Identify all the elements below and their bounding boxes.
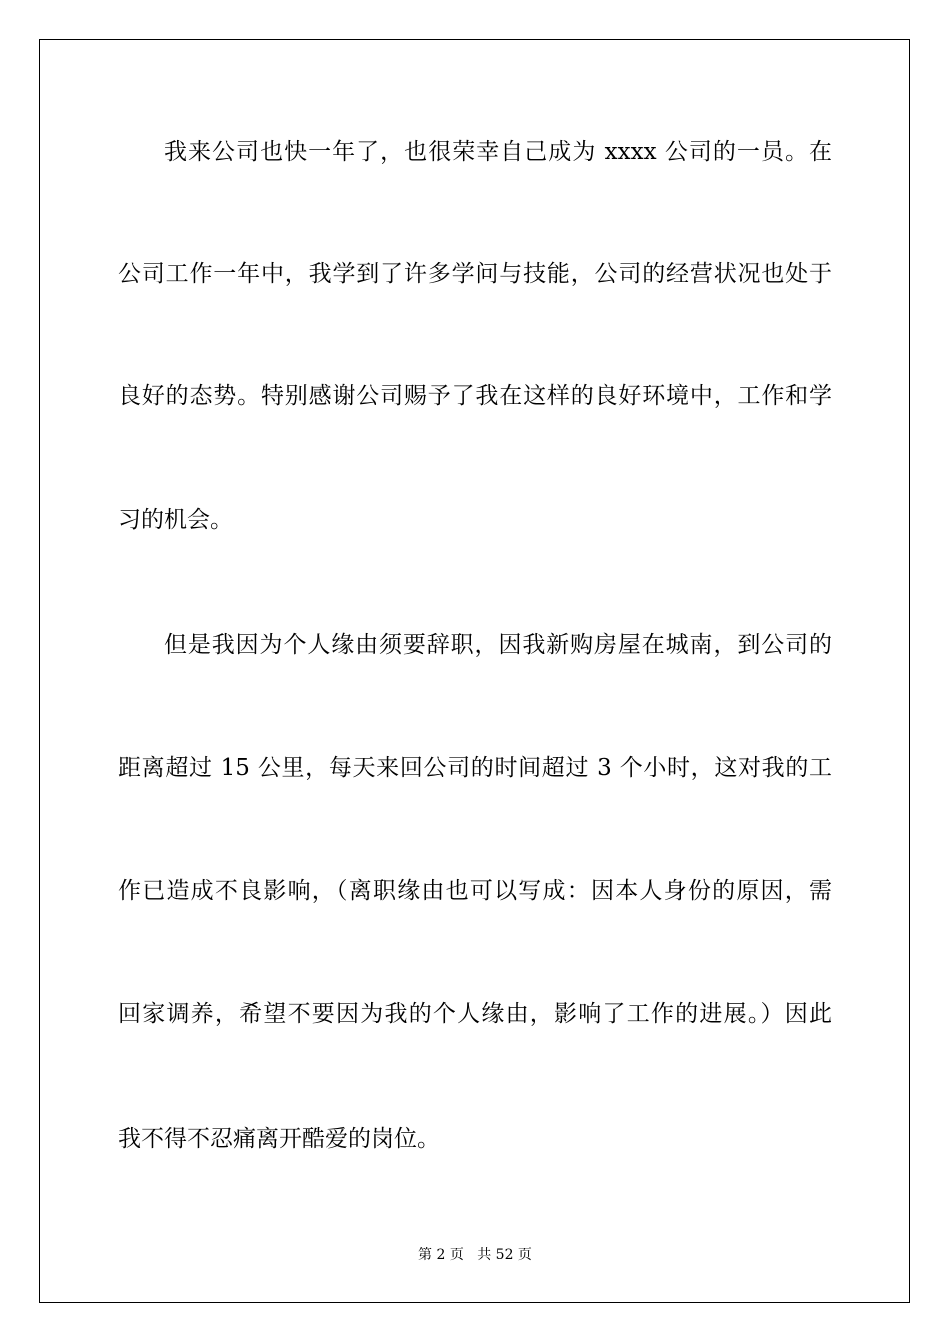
paragraph-1-line-3: 良好的态势。特别感谢公司赐予了我在这样的良好环境中，工作和学 bbox=[118, 383, 832, 409]
paragraph-2-line-4: 回家调养，希望不要因为我的个人缘由，影响了工作的进展。）因此 bbox=[118, 1001, 832, 1027]
page-footer bbox=[0, 1246, 950, 1264]
footer-spacer bbox=[464, 1247, 477, 1263]
paragraph-2-line-5: 我不得不忍痛离开酷爱的岗位。 bbox=[118, 1126, 440, 1152]
paragraph-2-line-3: 作已造成不良影响，（离职缘由也可以写成：因本人身份的原因，需 bbox=[118, 878, 832, 904]
paragraph-1-line-1: 我来公司也快一年了，也很荣幸自己成为 xxxx 公司的一员。在 bbox=[164, 139, 832, 165]
paragraph-2-line-2: 距离超过 15 公里，每天来回公司的时间超过 3 个小时，这对我的工 bbox=[118, 755, 832, 781]
paragraph-1-line-2: 公司工作一年中，我学到了许多学问与技能，公司的经营状况也处于 bbox=[118, 261, 832, 287]
paragraph-1-line-4: 习的机会。 bbox=[118, 507, 233, 533]
page-border bbox=[39, 39, 910, 1303]
page-total: 共 52 页 bbox=[477, 1247, 532, 1263]
page-number: 第 2 页 bbox=[418, 1247, 464, 1263]
paragraph-2-line-1: 但是我因为个人缘由须要辞职，因我新购房屋在城南，到公司的 bbox=[164, 632, 832, 658]
